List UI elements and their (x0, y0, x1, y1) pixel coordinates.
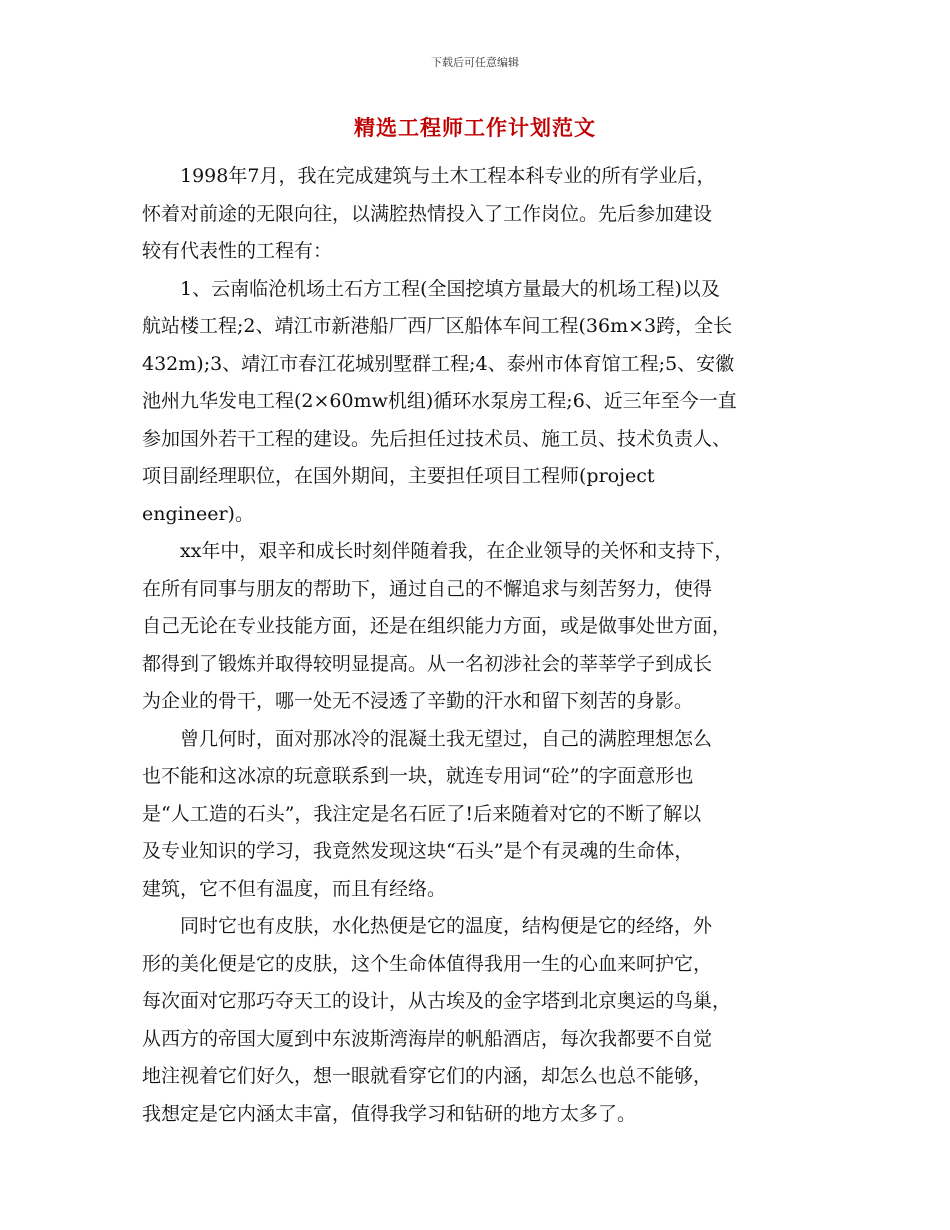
text-line: 也不能和这冰凉的玩意联系到一块，就连专用词“砼”的字面意形也 (142, 765, 694, 787)
text-line: 地注视着它们好久，想一眼就看穿它们的内涵，却怎么也总不能够， (142, 1065, 713, 1087)
text-line: 我想定是它内涵太丰富，值得我学习和钻研的地方太多了。 (142, 1102, 637, 1125)
document-title: 精选工程师工作计划范文 (354, 115, 596, 140)
header-note: 下载后可任意编辑 (431, 56, 519, 69)
text-line: 是“人工造的石头”，我注定是名石匠了!后来随着对它的不断了解以 (142, 802, 702, 825)
paragraph-3 (142, 533, 810, 721)
text-line: 池州九华发电工程(2×60mw机组)循环水泵房工程;6、近三年至今一直 (142, 390, 737, 412)
document-body (142, 158, 810, 1133)
text-line: 建筑，它不但有温度，而且有经络。 (142, 877, 447, 900)
text-line: 都得到了锻炼并取得较明显提高。从一名初涉社会的莘莘学子到成长 (142, 652, 713, 675)
text-line: 同时它也有皮肤，水化热便是它的温度，结构便是它的经络，外 (180, 915, 713, 937)
text-line: 为企业的骨干，哪一处无不浸透了辛勤的汗水和留下刻苦的身影。 (142, 690, 694, 712)
text-line: xx年中，艰辛和成长时刻伴随着我，在企业领导的关怀和支持下， (180, 540, 734, 562)
text-line: engineer)。 (142, 502, 254, 525)
text-line: 1、云南临沧机场土石方工程(全国挖填方量最大的机场工程)以及 (180, 277, 720, 300)
text-line: 从西方的帝国大厦到中东波斯湾海岸的帆船酒店，每次我都要不自觉 (142, 1027, 713, 1050)
text-line: 及专业知识的学习，我竟然发现这块“石头”是个有灵魂的生命体， (142, 840, 694, 862)
text-line: 航站楼工程;2、靖江市新港船厂西厂区船体车间工程(36m×3跨，全长 (142, 315, 733, 337)
paragraph-2 (142, 271, 810, 534)
paragraph-4 (142, 721, 810, 909)
text-line: 项目副经理职位，在国外期间，主要担任项目工程师(project (142, 465, 655, 487)
text-line: 1998年7月，我在完成建筑与土木工程本科专业的所有学业后， (180, 165, 716, 187)
text-line: 曾几何时，面对那冰冷的混凝土我无望过，自己的满腔理想怎么 (180, 727, 713, 750)
text-line: 在所有同事与朋友的帮助下，通过自己的不懈追求与刻苦努力，使得 (142, 577, 713, 600)
text-line: 形的美化便是它的皮肤，这个生命体值得我用一生的心血来呵护它， (142, 952, 713, 975)
text-line: 较有代表性的工程有： (142, 240, 333, 262)
text-line: 参加国外若干工程的建设。先后担任过技术员、施工员、技术负责人、 (142, 427, 732, 450)
text-line: 每次面对它那巧夺天工的设计，从古埃及的金字塔到北京奥运的鸟巢， (142, 990, 732, 1012)
text-line: 432m);3、靖江市春江花城别墅群工程;4、泰州市体育馆工程;5、安徽 (142, 352, 735, 375)
text-line: 自己无论在专业技能方面，还是在组织能力方面，或是做事处世方面， (142, 615, 732, 637)
paragraph-1 (142, 158, 810, 271)
text-line: 怀着对前途的无限向往，以满腔热情投入了工作岗位。先后参加建设 (142, 202, 713, 225)
paragraph-5 (142, 908, 810, 1133)
